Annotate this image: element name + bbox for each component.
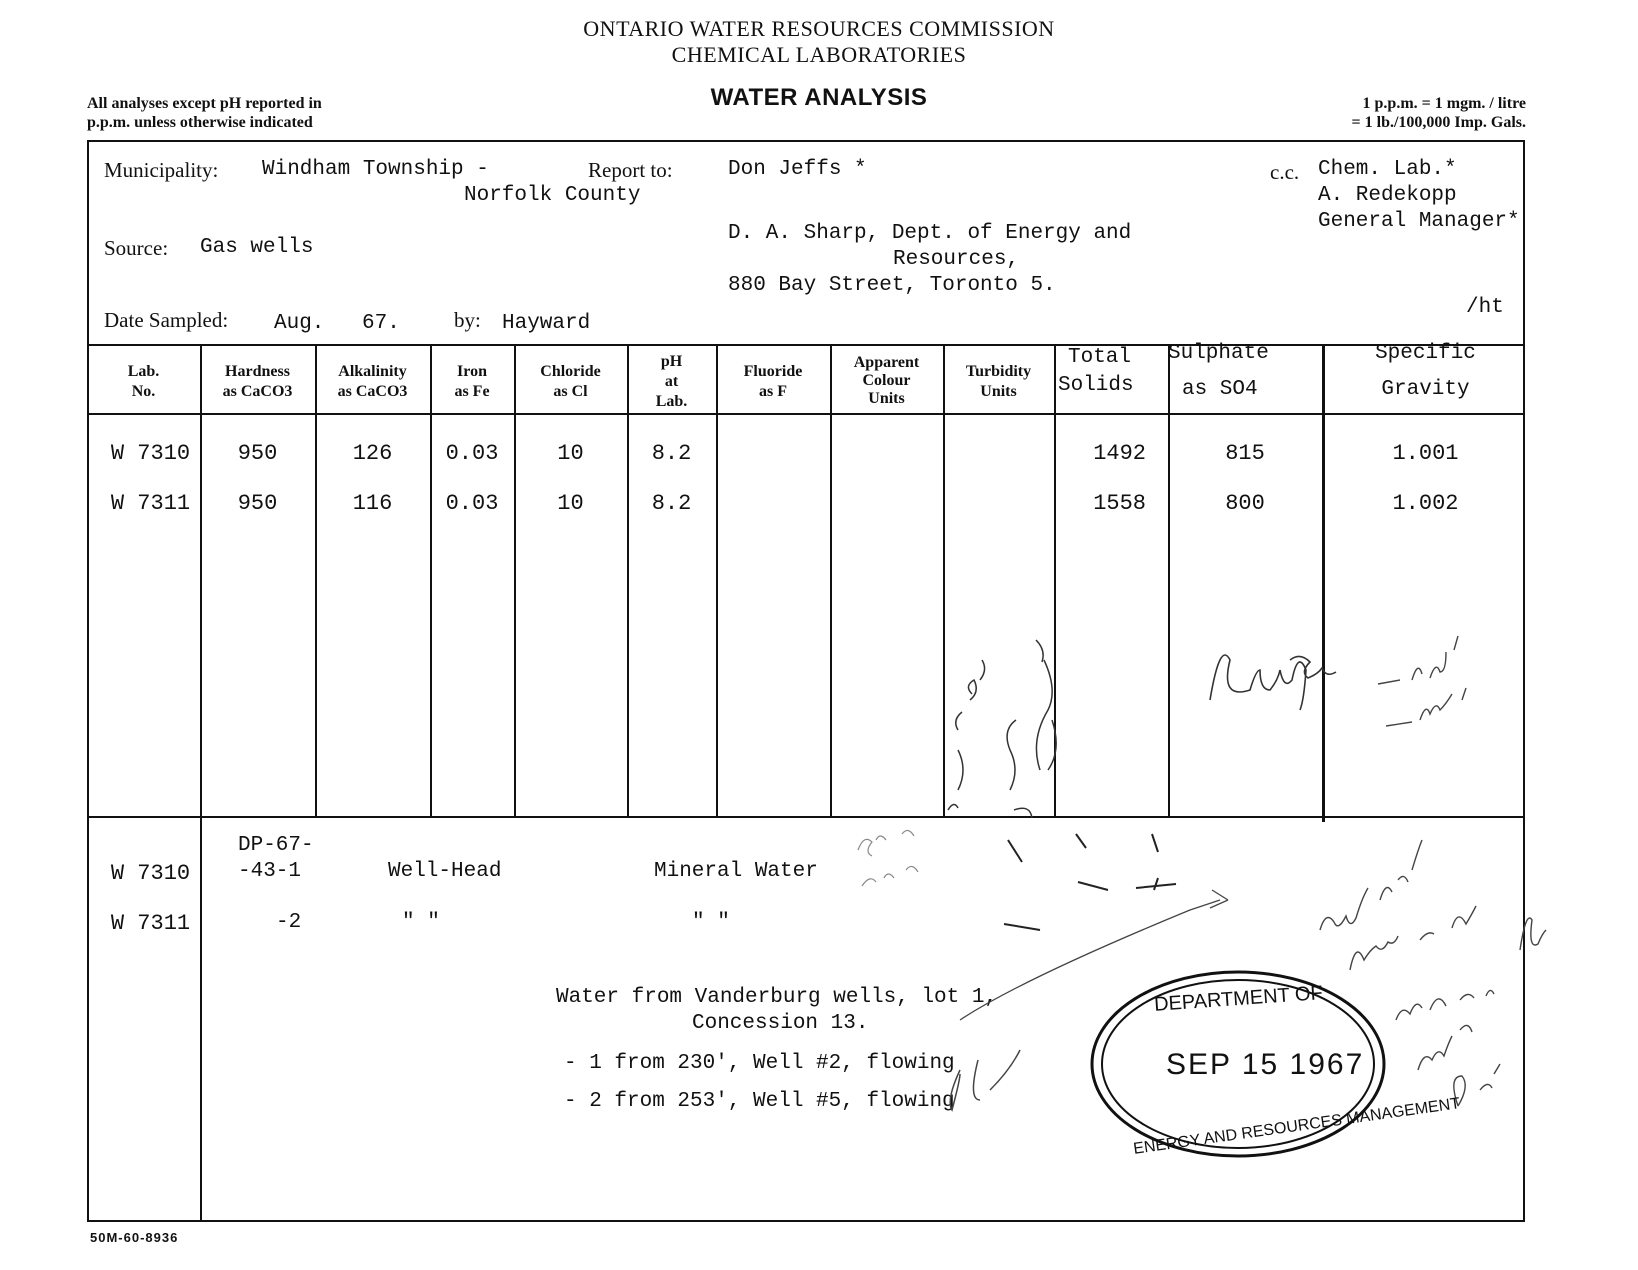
- cell-ph: 8.2: [651, 441, 692, 466]
- municipality-county: Norfolk County: [464, 184, 641, 207]
- cell-hardness: 950: [237, 441, 278, 466]
- column-divider: [830, 344, 832, 816]
- header-line: as F: [759, 383, 787, 400]
- header-line: Hardness: [225, 363, 290, 380]
- header-line: Units: [868, 390, 905, 407]
- sampled-by-value: Hayward: [502, 312, 591, 335]
- cell-sulphate: 800: [1225, 491, 1265, 516]
- report-to-value: Don Jeffs *: [728, 158, 867, 181]
- lab-name: CHEMICAL LABORATORIES: [671, 42, 967, 67]
- column-divider: [1322, 344, 1325, 822]
- units-note-left: [87, 94, 322, 132]
- date-sampled-label: Date Sampled:: [104, 308, 229, 332]
- header-line: Sulphate: [1168, 342, 1269, 365]
- remark-note-line: Water from Vanderburg wells, lot 1,: [556, 986, 998, 1009]
- cell-alkalinity: 116: [352, 491, 393, 516]
- cc-label: c.c.: [1270, 160, 1300, 184]
- date-sampled-year: 67.: [362, 312, 400, 335]
- units-note-left-line2: p.p.m. unless otherwise indicated: [87, 114, 313, 131]
- municipality-value: Windham Township -: [262, 158, 489, 181]
- report-to-address-line1: D. A. Sharp, Dept. of Energy and: [728, 222, 1132, 245]
- source-label: Source:: [104, 236, 169, 260]
- received-date-stamp: [1088, 968, 1462, 1160]
- header-line: Apparent: [853, 354, 920, 371]
- header-line: Specific: [1375, 342, 1476, 365]
- document-title: WATER ANALYSIS: [710, 84, 928, 111]
- cell-value: 1492: [1093, 441, 1146, 466]
- cell-alkalinity: 126: [352, 441, 393, 466]
- report-to-address-line2: Resources,: [893, 248, 1020, 271]
- remark-note-line: - 1 from 230', Well #2, flowing: [564, 1052, 955, 1075]
- header-line: Solids: [1058, 374, 1134, 397]
- header-line: Iron: [457, 363, 487, 380]
- header-chloride: [514, 362, 627, 402]
- cc-item: General Manager*: [1318, 210, 1520, 233]
- remark-site: Well-Head: [388, 860, 502, 883]
- remark-sample-code-line1: DP-67-: [238, 834, 314, 857]
- header-line: Fluoride: [743, 363, 803, 380]
- header-line: as Fe: [454, 383, 490, 400]
- cell-specific-gravity: 1.001: [1392, 441, 1459, 466]
- header-turbidity: [943, 362, 1054, 402]
- table-top-rule: [87, 344, 1525, 346]
- header-alkalinity: [315, 362, 430, 402]
- remark-note-line: - 2 from 253', Well #5, flowing: [564, 1090, 955, 1113]
- report-to-address-line3: 880 Bay Street, Toronto 5.: [728, 274, 1056, 297]
- source-value: Gas wells: [200, 236, 314, 259]
- table-header-rule: [87, 413, 1525, 415]
- remark-sample-code-line2: -43-1: [238, 860, 302, 883]
- header-line: No.: [131, 383, 156, 400]
- sampled-by-label: by:: [454, 308, 481, 332]
- remark-sample-code: -2: [276, 911, 302, 934]
- header-specific-gravity: [1326, 340, 1525, 404]
- remark-water-type: Mineral Water: [654, 860, 818, 883]
- column-divider: [716, 344, 718, 816]
- header-sulphate: [1168, 340, 1269, 404]
- org-name: ONTARIO WATER RESOURCES COMMISSION: [583, 16, 1055, 41]
- cc-item: Chem. Lab.*: [1318, 158, 1457, 181]
- cell-specific-gravity: 1.002: [1392, 491, 1459, 516]
- cell-chloride: 10: [557, 491, 584, 516]
- cell-total-solids: [1054, 441, 1168, 466]
- header-line: Chloride: [540, 363, 601, 380]
- header-hardness: [200, 362, 315, 402]
- header-line: as CaCO3: [222, 383, 293, 400]
- cc-item: A. Redekopp: [1318, 184, 1457, 207]
- cell-value: 1558: [1093, 491, 1146, 516]
- header-iron: [430, 362, 514, 402]
- cell-lab-no: W 7310: [110, 441, 191, 466]
- header-fluoride: [716, 362, 830, 402]
- cell-sulphate: 815: [1225, 441, 1265, 466]
- header-line: Units: [980, 383, 1017, 400]
- form-number: 50M-60-8936: [90, 1230, 179, 1245]
- header-total-solids: [1058, 344, 1134, 400]
- header-lab-no: [87, 362, 200, 402]
- column-divider: [315, 344, 317, 816]
- units-note-right: [1352, 94, 1526, 132]
- date-sampled-month: Aug.: [274, 312, 325, 335]
- stamp-bottom-text: ENERGY AND RESOURCES MANAGEMENT: [1132, 1095, 1462, 1158]
- municipality-label: Municipality:: [104, 158, 219, 182]
- cell-iron: 0.03: [445, 441, 499, 466]
- header-line: as SO4: [1182, 378, 1258, 401]
- header-ph: [627, 352, 716, 412]
- units-note-right-line2: = 1 lb./100,000 Imp. Gals.: [1351, 114, 1526, 131]
- cell-chloride: 10: [557, 441, 584, 466]
- table-bottom-rule: [87, 816, 1525, 818]
- header-line: Colour: [862, 372, 911, 389]
- remark-lab-no: W 7310: [110, 861, 191, 886]
- cell-iron: 0.03: [445, 491, 499, 516]
- header-apparent-colour: [830, 354, 943, 408]
- cell-ph: 8.2: [651, 491, 692, 516]
- units-note-left-line1: All analyses except pH reported in: [87, 95, 322, 112]
- stamp-top-text: DEPARTMENT OF: [1153, 982, 1324, 1016]
- column-divider: [627, 344, 629, 816]
- header-line: Lab.: [127, 363, 160, 380]
- header-line: Lab.: [655, 393, 688, 410]
- column-divider: [430, 344, 432, 816]
- header-line: Alkalinity: [338, 363, 407, 380]
- handwritten-surface-note: [1200, 620, 1520, 740]
- report-to-label: Report to:: [588, 158, 673, 182]
- column-divider: [1168, 344, 1170, 816]
- column-divider: [200, 344, 202, 1220]
- remark-lab-no: W 7311: [110, 911, 191, 936]
- units-note-right-line1: 1 p.p.m. = 1 mgm. / litre: [1362, 95, 1526, 112]
- remark-note-line: Concession 13.: [692, 1012, 869, 1035]
- header-line: pH: [660, 353, 683, 370]
- header-line: as CaCO3: [337, 383, 408, 400]
- header-line: as Cl: [553, 383, 588, 400]
- stamp-date: SEP 15 1967: [1166, 1048, 1365, 1081]
- header-line: Gravity: [1381, 378, 1470, 401]
- typist-initials: /ht: [1466, 296, 1504, 319]
- cell-total-solids: [1054, 491, 1168, 516]
- cell-hardness: 950: [237, 491, 278, 516]
- remark-site-ditto: " ": [402, 911, 440, 934]
- header-line: Turbidity: [965, 363, 1032, 380]
- header-line: at: [664, 373, 679, 390]
- header-line: Total: [1068, 346, 1132, 369]
- cell-lab-no: W 7311: [110, 491, 191, 516]
- column-divider: [514, 344, 516, 816]
- remark-water-type-ditto: " ": [692, 911, 730, 934]
- handwritten-annotation: [940, 620, 1140, 820]
